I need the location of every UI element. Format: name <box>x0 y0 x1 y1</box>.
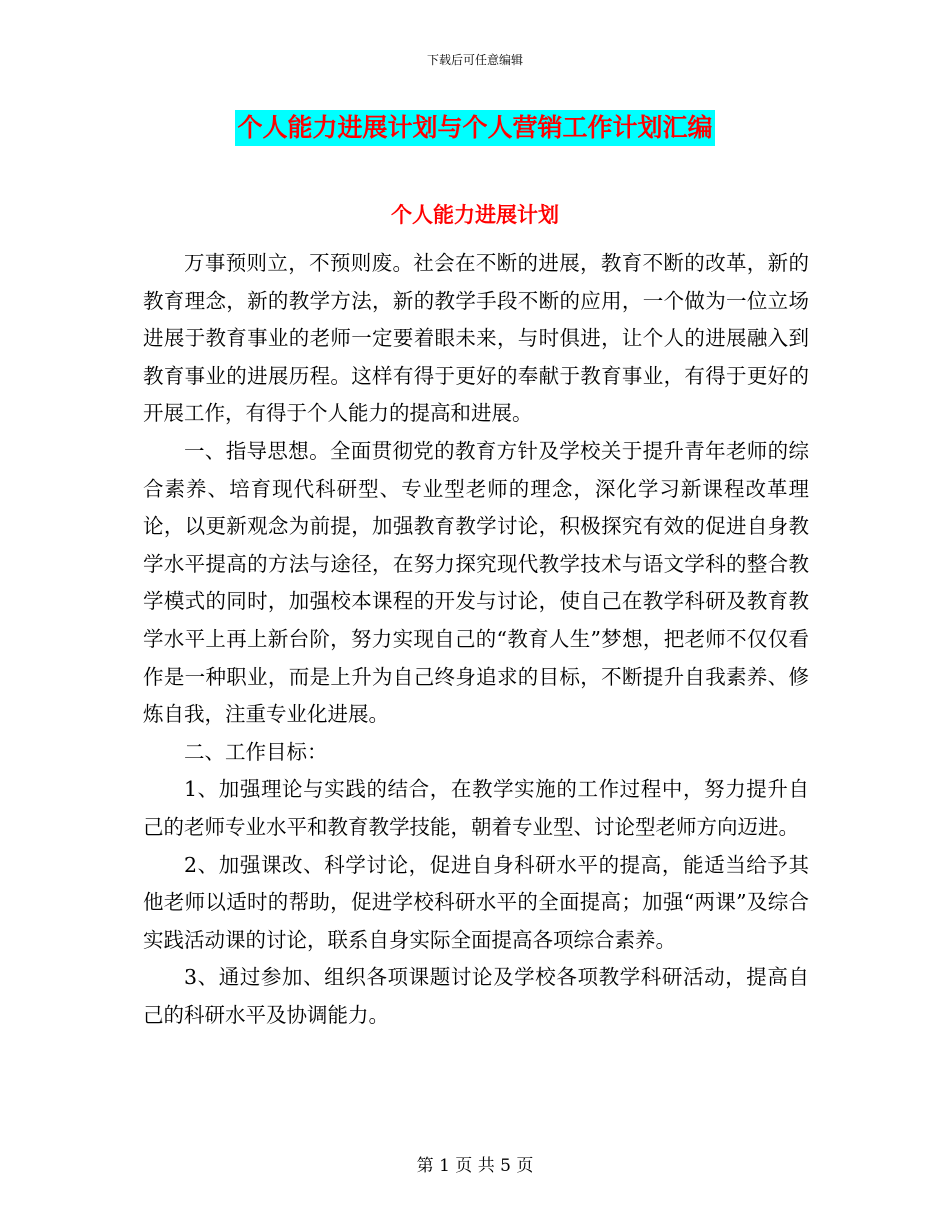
document-body <box>143 245 809 1034</box>
paragraph-intro: 万事预则立，不预则废。社会在不断的进展，教育不断的改革，新的教育理念，新的教学方法，新的教学手段不断的应用，一个做为一位立场进展于教育事业的老师一定要着眼未来，与时俱进，让个人的进展融入到教育事业的进展历程。这样有得于更好的奉献于教育事业，有得于更好的开展工作，有得于个人能力的提高和进展。 <box>143 251 809 426</box>
page-footer: 第 1 页 共 5 页 <box>416 1156 534 1176</box>
document-title <box>0 110 950 146</box>
section-title: 个人能力进展计划 <box>391 202 559 227</box>
paragraph-goal-3: 3、通过参加、组织各项课题讨论及学校各项教学科研活动，提高自己的科研水平及协调能力。 <box>143 965 809 1027</box>
paragraph-goal-1: 1、加强理论与实践的结合，在教学实施的工作过程中，努力提升自己的老师专业水平和教育教学技能，朝着专业型、讨论型老师方向迈进。 <box>143 777 809 839</box>
page-header-note: 下载后可任意编辑 <box>426 53 523 67</box>
paragraph-goal-2: 2、加强课改、科学讨论，促进自身科研水平的提高，能适当给予其他老师以适时的帮助，促进学校科研水平的全面提高；加强“两课”及综合实践活动课的讨论，联系自身实际全面提高各项综合素养。 <box>143 852 809 952</box>
paragraph-work-goals-heading: 二、工作目标： <box>184 739 328 764</box>
paragraph-guiding-thought: 一、指导思想。全面贯彻党的教育方针及学校关于提升青年老师的综合素养、培育现代科研型、专业型老师的理念，深化学习新课程改革理论，以更新观念为前提，加强教育教学讨论，积极探究有效的促进自身教学水平提高的方法与途径，在努力探究现代教学技术与语文学科的整合教学模式的同时，加强校本课程的开发与讨论，使自己在教学科研及教育教学水平上再上新台阶，努力实现自己的“教育人生”梦想，把老师不仅仅看作是一种职业，而是上升为自己终身追求的目标，不断提升自我素养、修炼自我，注重专业化进展。 <box>143 438 809 727</box>
document-title-text: 个人能力进展计划与个人营销工作计划汇编 <box>235 110 714 146</box>
